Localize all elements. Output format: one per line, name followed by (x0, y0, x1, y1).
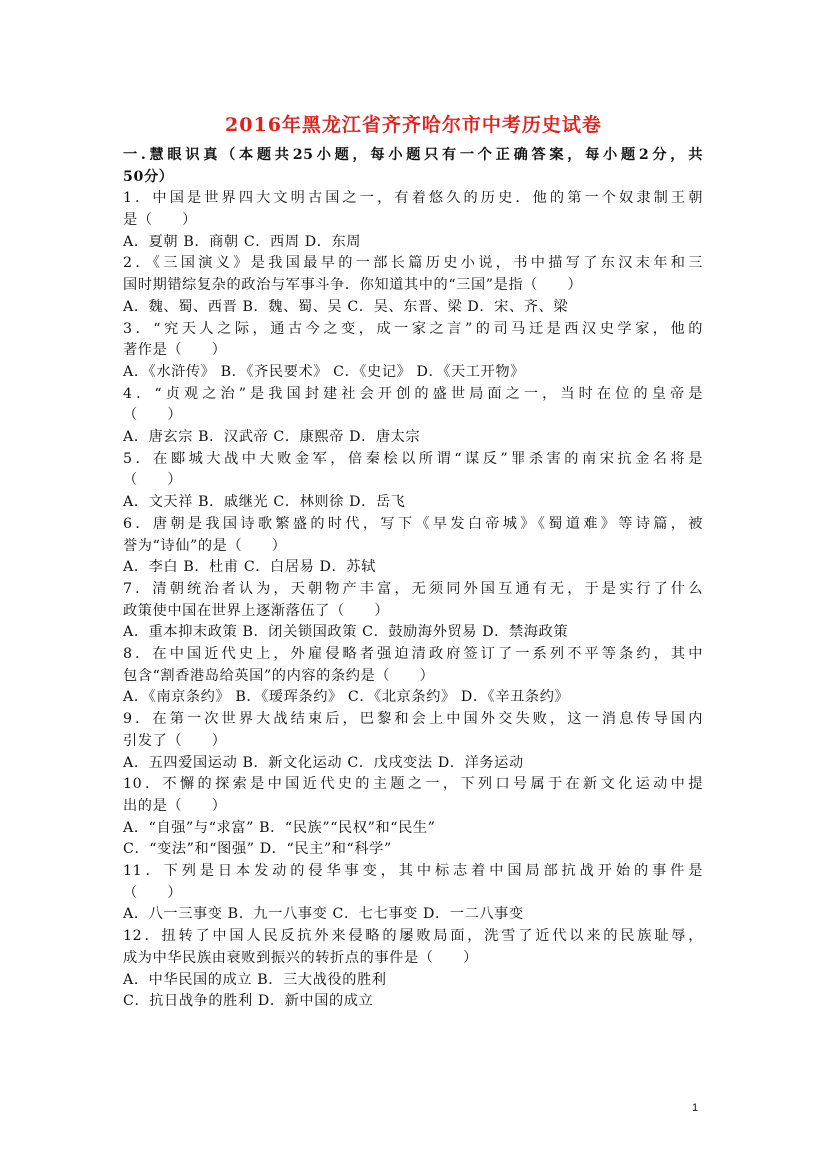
question-5-line-2: （ ） (123, 472, 183, 489)
question-3-line-2: 著作是（ ） (123, 342, 227, 359)
question-5-line-1: 5．在郾城大战中大败金军，倍秦桧以所谓“谋反”罪杀害的南宋抗金名将是 (123, 450, 703, 467)
question-2-options: A．魏、蜀、西晋 B．魏、蜀、吴 C．吴、东晋、梁 D．宋、齐、梁 (123, 298, 569, 315)
question-8-line-1: 8．在中国近代史上，外雇侵略者强迫清政府签订了一系列不平等条约，其中 (123, 646, 703, 663)
question-7-options: A．重本抑末政策 B．闭关锁国政策 C．鼓励海外贸易 D．禁海政策 (123, 624, 569, 641)
question-4-options: A．唐玄宗 B．汉武帝 C．康熙帝 D．唐太宗 (123, 429, 421, 446)
section-header-line-1: 一.慧眼识真（本题共25小题，每小题只有一个正确答案，每小题2分，共 (123, 147, 703, 163)
question-12-options-1: A．中华民国的成立 B．三大战役的胜利 (123, 971, 387, 988)
question-11-line-2: （ ） (123, 884, 183, 901)
question-10-options-1: A．“自强”与“求富” B．“民族”“民权”和“民生” (123, 819, 436, 836)
question-6-options: A．李白 B．杜甫 C．白居易 D．苏轼 (123, 559, 376, 576)
question-3-line-1: 3．“究天人之际，通古今之变，成一家之言”的司马迁是西汉史学家，他的 (123, 320, 703, 337)
question-9-options: A．五四爱国运动 B．新文化运动 C．戊戌变法 D．洋务运动 (123, 754, 524, 771)
question-content (123, 145, 703, 1013)
question-9-line-1: 9．在第一次世界大战结束后，巴黎和会上中国外交失败，这一消息传导国内 (123, 711, 703, 728)
question-6-line-1: 6．唐朝是我国诗歌繁盛的时代，写下《早发白帝城》《蜀道难》等诗篇，被 (123, 515, 703, 532)
section-header-line-2: 50分） (123, 168, 174, 185)
question-12-options-2: C．抗日战争的胜利 D．新中国的成立 (123, 993, 374, 1010)
question-4-line-2: （ ） (123, 407, 183, 424)
question-5-options: A．文天祥 B．戚继光 C．林则徐 D．岳飞 (123, 494, 406, 511)
question-7-line-2: 政策使中国在世界上逐渐落伍了（ ） (123, 602, 390, 619)
question-2-line-1: 2．《三国演义》是我国最早的一部长篇历史小说，书中描写了东汉末年和三 (123, 255, 703, 272)
page-number: 1 (692, 1102, 699, 1114)
question-6-line-2: 誉为“诗仙”的是（ ） (123, 537, 287, 554)
question-9-line-2: 引发了（ ） (123, 732, 227, 749)
question-3-options: A．《水浒传》 B．《齐民要术》 C．《史记》 D．《天工开物》 (123, 363, 525, 380)
question-1-line-1: 1．中国是世界四大文明古国之一，有着悠久的历史．他的第一个奴隶制王朝 (123, 190, 703, 207)
question-1-line-2: 是（ ） (123, 212, 197, 229)
question-8-options: A．《南京条约》 B．《瑷珲条约》 C．《北京条约》 D．《辛丑条约》 (123, 689, 570, 706)
question-12-line-1: 12．扭转了中国人民反抗外来侵略的屡败局面，洗雪了近代以来的民族耻辱， (123, 928, 703, 945)
question-11-options: A．八一三事变 B．九一八事变 C．七七事变 D．一二八事变 (123, 906, 524, 923)
question-1-options: A．夏朝 B．商朝 C．西周 D．东周 (123, 233, 362, 250)
question-7-line-1: 7．清朝统治者认为，天朝物产丰富，无须同外国互通有无，于是实行了什么 (123, 580, 703, 597)
question-10-line-2: 出的是（ ） (123, 797, 227, 814)
question-10-options-2: C．“变法”和“图强” D．“民主”和“科学” (123, 841, 392, 858)
question-12-line-2: 成为中华民族由衰败到振兴的转折点的事件是（ ） (123, 949, 478, 966)
page-title: 2016年黑龙江省齐齐哈尔市中考历史试卷 (225, 114, 602, 136)
question-4-line-1: 4．“贞观之治”是我国封建社会开创的盛世局面之一，当时在位的皇帝是 (123, 385, 703, 402)
question-8-line-2: 包含“割香港岛给英国”的内容的条约是（ ） (123, 667, 435, 684)
question-2-line-2: 国时期错综复杂的政治与军事斗争．你知道其中的“三国”是指（ ） (123, 277, 583, 294)
question-10-line-1: 10．不懈的探索是中国近代史的主题之一，下列口号属于在新文化运动中提 (123, 776, 703, 793)
question-11-line-1: 11．下列是日本发动的侵华事变，其中标志着中国局部抗战开始的事件是 (123, 863, 703, 880)
